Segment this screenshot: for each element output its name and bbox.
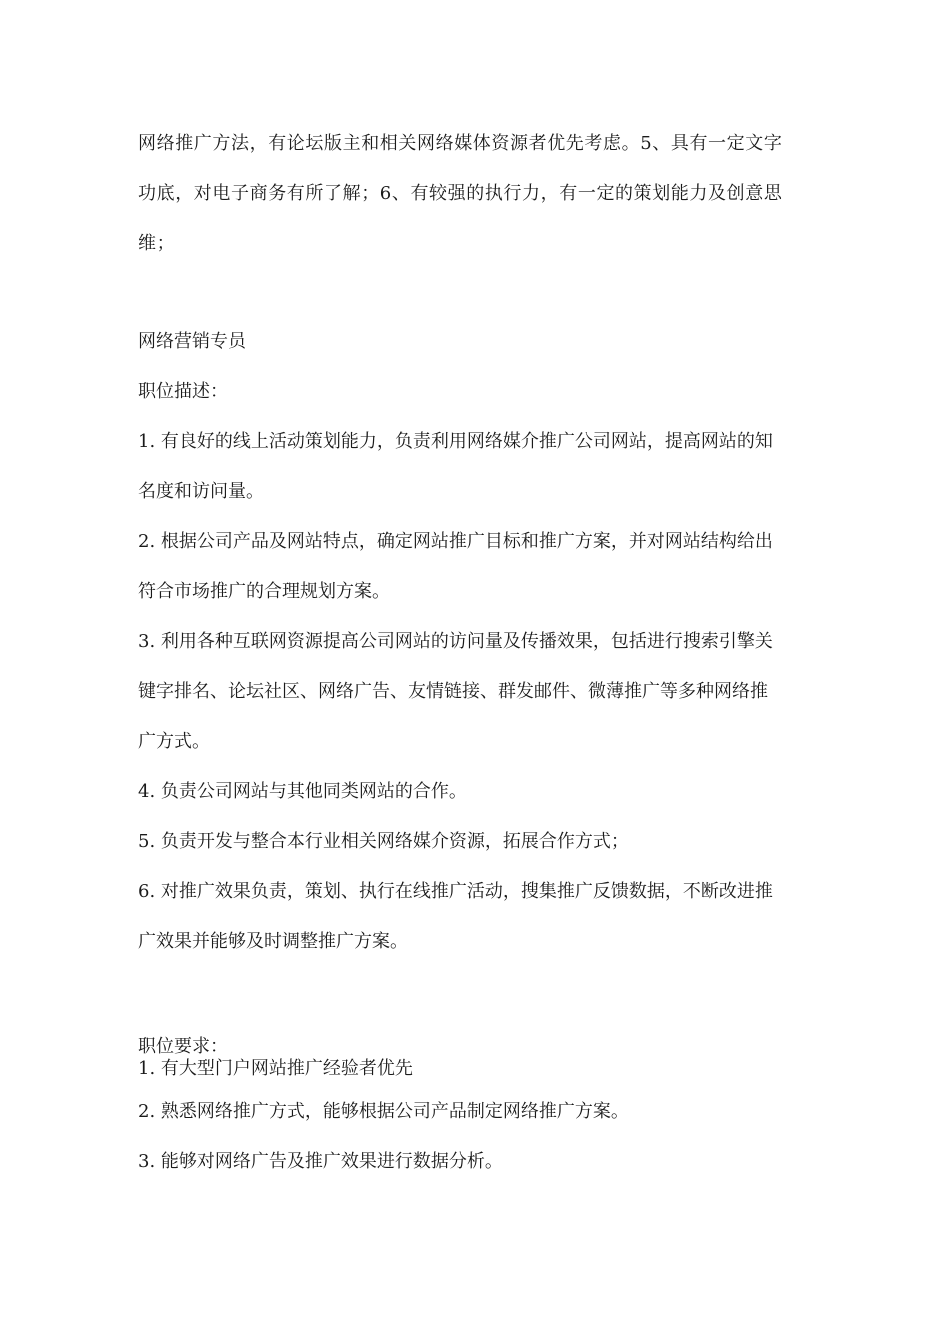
requirements-line: 2. 熟悉网络推广方式，能够根据公司产品制定网络推广方案。	[138, 1101, 629, 1122]
intro-line: 功底，对电子商务有所了解；6、有较强的执行力，有一定的策划能力及创意思	[138, 183, 783, 204]
job-title: 网络营销专员	[138, 331, 246, 352]
description-line: 符合市场推广的合理规划方案。	[138, 581, 390, 602]
requirements-line: 3. 能够对网络广告及推广效果进行数据分析。	[138, 1151, 503, 1172]
requirements-heading: 职位要求：	[138, 1036, 228, 1057]
intro-line: 维；	[138, 233, 176, 254]
description-line: 5. 负责开发与整合本行业相关网络媒介资源，拓展合作方式；	[138, 831, 629, 852]
description-line: 广效果并能够及时调整推广方案。	[138, 931, 408, 952]
description-line: 键字排名、论坛社区、网络广告、友情链接、群发邮件、微薄推广等多种网络推	[138, 681, 768, 702]
description-line: 1. 有良好的线上活动策划能力，负责利用网络媒介推广公司网站，提高网站的知	[138, 431, 773, 452]
requirements-line: 1. 有大型门户网站推广经验者优先	[138, 1058, 413, 1079]
description-heading: 职位描述：	[138, 381, 228, 402]
description-line: 6. 对推广效果负责，策划、执行在线推广活动，搜集推广反馈数据，不断改进推	[138, 881, 773, 902]
description-line: 广方式。	[138, 731, 210, 752]
description-line: 2. 根据公司产品及网站特点，确定网站推广目标和推广方案，并对网站结构给出	[138, 531, 773, 552]
description-line: 4. 负责公司网站与其他同类网站的合作。	[138, 781, 467, 802]
intro-line: 网络推广方法，有论坛版主和相关网络媒体资源者优先考虑。5、具有一定文字	[138, 133, 783, 154]
description-line: 名度和访问量。	[138, 481, 264, 502]
description-line: 3. 利用各种互联网资源提高公司网站的访问量及传播效果，包括进行搜索引擎关	[138, 631, 773, 652]
